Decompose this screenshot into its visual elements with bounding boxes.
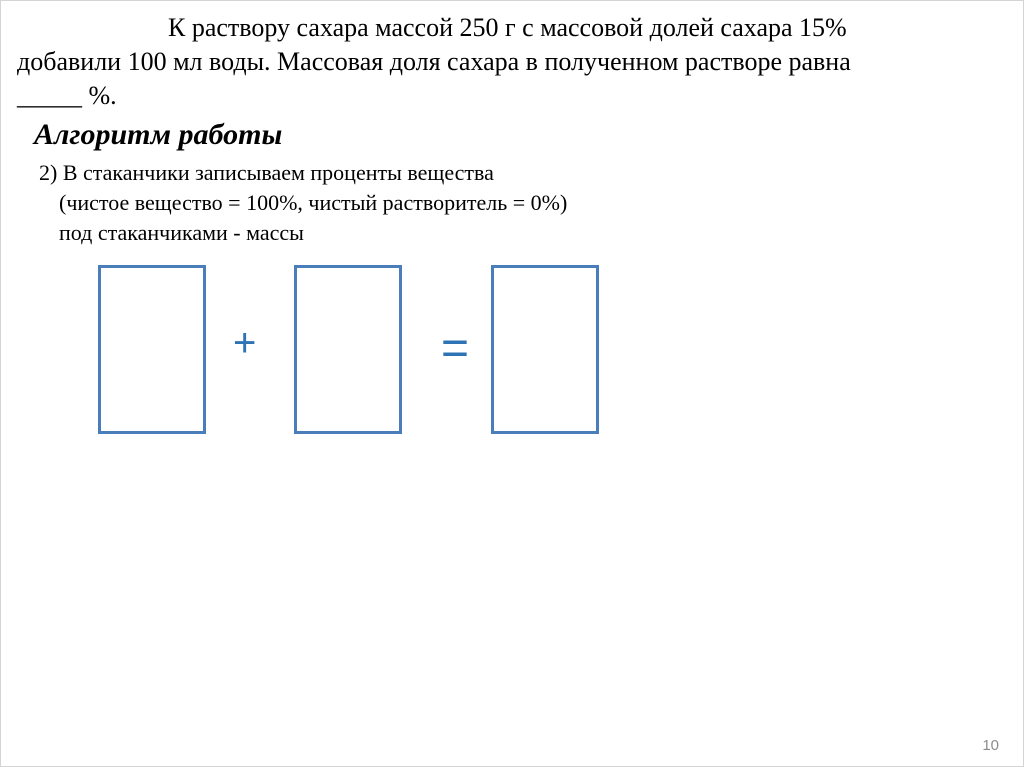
algorithm-heading: Алгоритм работы [34, 118, 283, 151]
task-text-line-1: К раствору сахара массой 250 г с массовой долей сахара 15% [168, 13, 847, 42]
algorithm-step-line-1: 2) В стаканчики записываем проценты вещества [39, 160, 494, 185]
task-text-line-3: _____ %. [17, 81, 117, 110]
task-text-line-2: добавили 100 мл воды. Массовая доля сахара в полученном растворе равна [17, 47, 851, 76]
algorithm-step-line-3: под стаканчиками - массы [59, 220, 304, 245]
cup-box-middle [294, 265, 402, 434]
plus-sign: + [233, 321, 257, 365]
cup-box-right [491, 265, 599, 434]
cup-box-left [98, 265, 206, 434]
page-number: 10 [982, 737, 999, 754]
equals-sign: = [441, 322, 470, 375]
algorithm-step-line-2: (чистое вещество = 100%, чистый растворитель = 0%) [59, 190, 568, 215]
